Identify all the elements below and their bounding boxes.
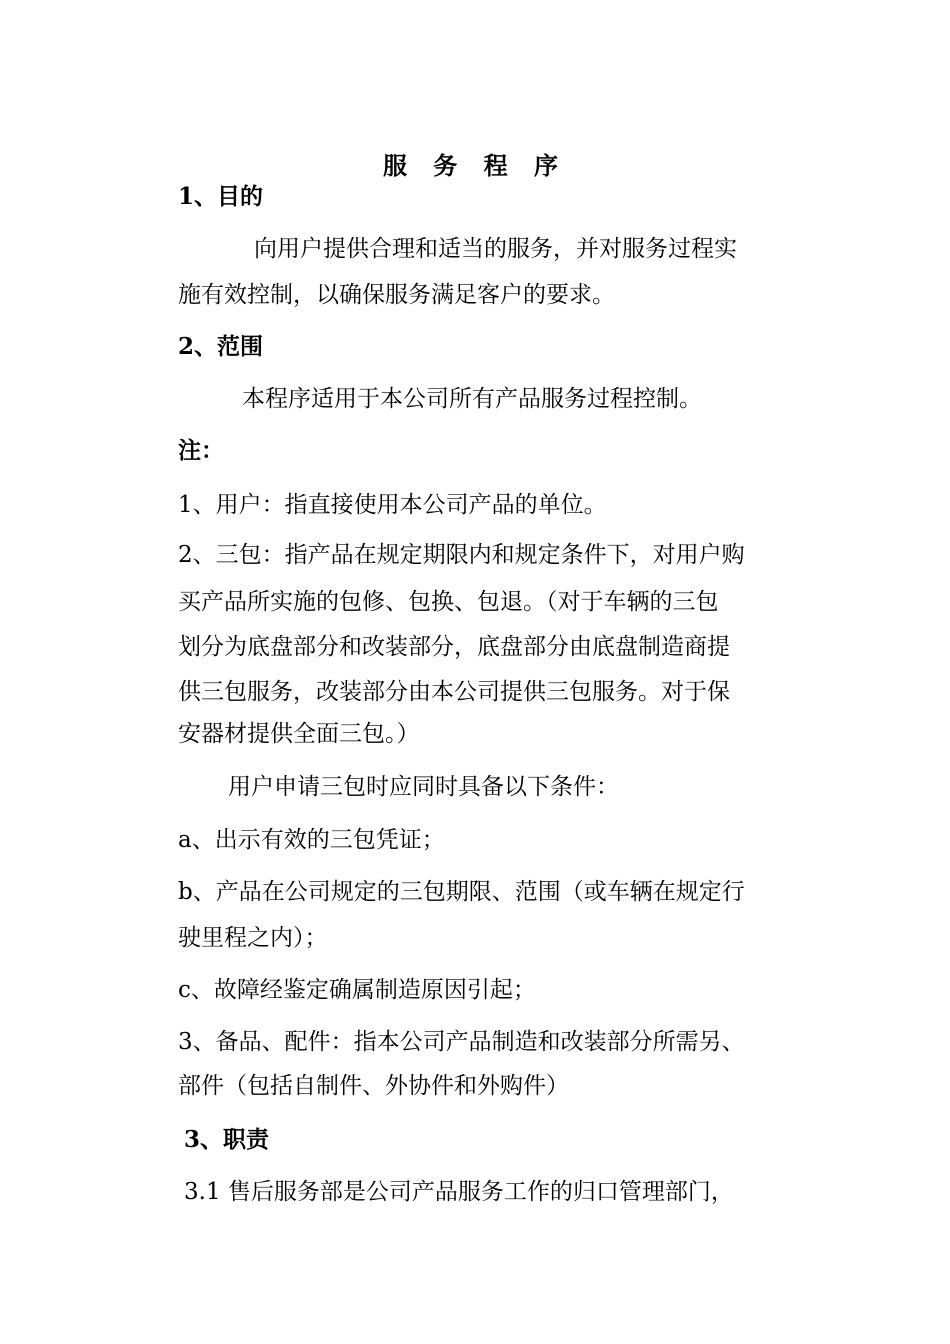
condition-item: a、出示有效的三包凭证； — [178, 827, 445, 853]
condition-item: b、产品在公司规定的三包期限、范围（或车辆在规定行 — [178, 879, 745, 905]
section-heading-responsibility: 3、职责 — [184, 1126, 270, 1153]
paragraph-line: 向用户提供合理和适当的服务，并对服务过程实 — [254, 236, 737, 262]
note-line: 划分为底盘部分和改装部分，底盘部分由底盘制造商提 — [178, 634, 730, 660]
section-heading-scope: 2、范围 — [178, 333, 264, 360]
paragraph-line: 本程序适用于本公司所有产品服务过程控制。 — [242, 386, 702, 412]
note-line: 部件（包括自制件、外协件和外购件） — [178, 1073, 569, 1099]
note-line: 供三包服务，改装部分由本公司提供三包服务。对于保 — [178, 679, 730, 705]
paragraph-line: 3.1 售后服务部是公司产品服务工作的归口管理部门， — [184, 1179, 734, 1205]
note-line: 安器材提供全面三包。） — [178, 721, 420, 747]
note-line: 买产品所实施的包修、包换、包退。（对于车辆的三包 — [178, 589, 719, 615]
note-heading: 注： — [178, 437, 224, 464]
condition-item: c、故障经鉴定确属制造原因引起； — [178, 977, 536, 1003]
paragraph-line: 用户申请三包时应同时具备以下条件： — [228, 774, 619, 800]
note-line: 2、三包：指产品在规定期限内和规定条件下，对用户购 — [178, 542, 745, 568]
note-line: 3、备品、配件：指本公司产品制造和改装部分所需另、 — [178, 1029, 745, 1055]
note-line: 1、用户：指直接使用本公司产品的单位。 — [178, 492, 607, 518]
section-heading-purpose: 1、目的 — [178, 183, 264, 210]
document-title: 服 务 程 序 — [382, 151, 568, 180]
condition-item-continuation: 驶里程之内）； — [178, 925, 328, 951]
paragraph-line: 施有效控制，以确保服务满足客户的要求。 — [178, 282, 615, 308]
